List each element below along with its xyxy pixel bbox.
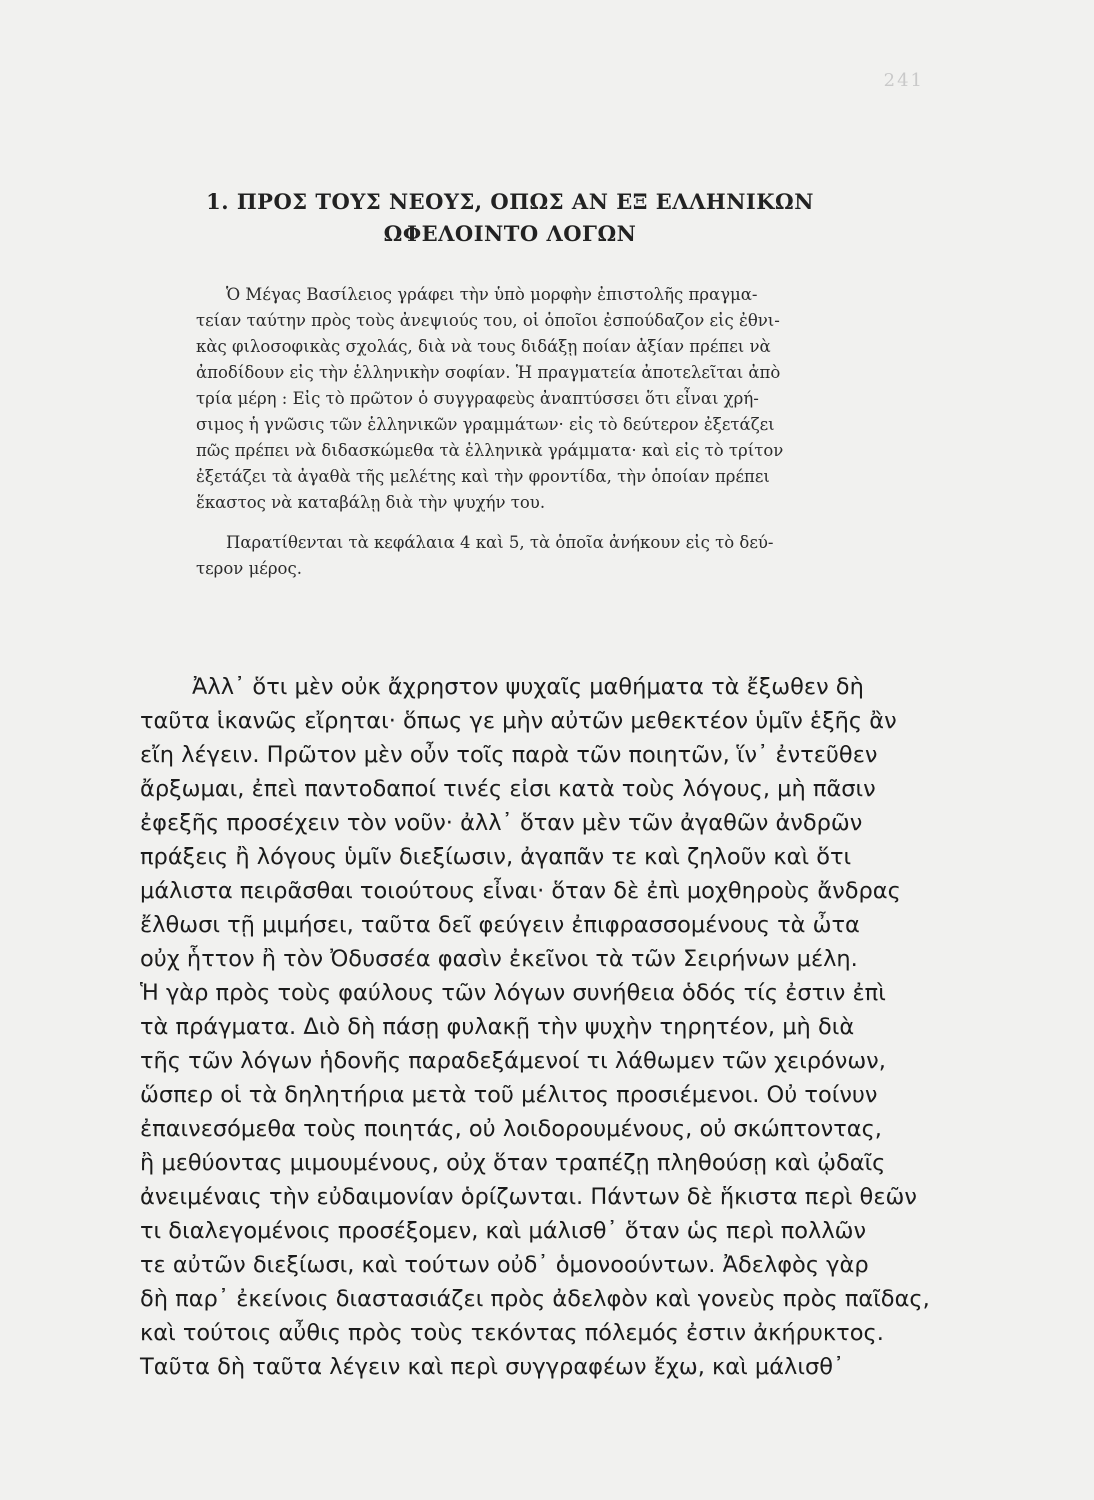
text-line: Ἀλλ᾽ ὅτι μὲν οὐκ ἄχρηστον ψυχαῖς μαθήματα τὰ ἔξωθεν δὴ <box>192 674 864 700</box>
text-line: τε αὐτῶν διεξίωσι, καὶ τούτων οὐδ᾽ ὁμονοούντων. Ἀδελφὸς γὰρ <box>140 1252 869 1278</box>
page-number: 241 <box>883 70 924 91</box>
chapter-title-line: ΩΦΕΛΟΙΝΤΟ ΛΟΓΩΝ <box>383 221 637 246</box>
chapter-title-line: 1. ΠΡΟΣ ΤΟΥΣ ΝΕΟΥΣ, ΟΠΩΣ ΑΝ ΕΞ ΕΛΛΗΝΙΚΩΝ <box>206 189 814 214</box>
intro-line: τρία μέρη : Εἰς τὸ πρῶτον ὁ συγγραφεὺς ἀναπτύσσει ὅτι εἶναι χρή- <box>196 389 759 408</box>
text-line: εἴη λέγειν. Πρῶτον μὲν οὖν τοῖς παρὰ τῶν ποιητῶν, ἵν᾽ ἐντεῦθεν <box>140 742 878 768</box>
intro-line: τερον μέρος. <box>196 559 302 578</box>
text-line: ὥσπερ οἱ τὰ δηλητήρια μετὰ τοῦ μέλιτος προσιέμενοι. Οὐ τοίνυν <box>140 1082 878 1108</box>
text-line: ἀνειμέναις τὴν εὐδαιμονίαν ὁρίζωνται. Πάντων δὲ ἥκιστα περὶ θεῶν <box>140 1184 917 1210</box>
intro-line: ἐξετάζει τὰ ἀγαθὰ τῆς μελέτης καὶ τὴν φροντίδα, τὴν ὁποίαν πρέπει <box>196 467 770 486</box>
text-line: ἐπαινεσόμεθα τοὺς ποιητάς, οὐ λοιδορουμένους, οὐ σκώπτοντας, <box>140 1116 882 1142</box>
intro-line: ἀποδίδουν εἰς τὴν ἑλληνικὴν σοφίαν. Ἡ πραγματεία ἀποτελεῖται ἀπὸ <box>196 363 781 382</box>
intro-line: πῶς πρέπει νὰ διδασκώμεθα τὰ ἑλληνικὰ γράμματα· καὶ εἰς τὸ τρίτον <box>196 441 784 460</box>
text-line: τὰ πράγματα. Διὸ δὴ πάσῃ φυλακῇ τὴν ψυχὴν τηρητέον, μὴ διὰ <box>140 1014 855 1040</box>
text-line: τι διαλεγομένοις προσέξομεν, καὶ μάλισθ᾽ ὅταν ὡς περὶ πολλῶν <box>140 1218 867 1244</box>
intro-line: Παρατίθενται τὰ κεφάλαια 4 καὶ 5, τὰ ὁποῖα ἀνήκουν εἰς τὸ δεύ- <box>226 533 774 552</box>
text-line: ἔλθωσι τῇ μιμήσει, ταῦτα δεῖ φεύγειν ἐπιφρασσομένους τὰ ὦτα <box>140 912 860 938</box>
text-line: Ἡ γὰρ πρὸς τοὺς φαύλους τῶν λόγων συνήθεια ὁδός τίς ἐστιν ἐπὶ <box>140 980 886 1006</box>
text-line: πράξεις ἢ λόγους ὑμῖν διεξίωσιν, ἀγαπᾶν τε καὶ ζηλοῦν καὶ ὅτι <box>140 844 852 870</box>
intro-line: ἕκαστος νὰ καταβάλῃ διὰ τὴν ψυχήν του. <box>196 493 546 512</box>
intro-line: Ὁ Μέγας Βασίλειος γράφει τὴν ὑπὸ μορφὴν ἐπιστολῆς πραγμα- <box>226 285 758 304</box>
text-line: δὴ παρ᾽ ἐκείνοις διαστασιάζει πρὸς ἀδελφὸν καὶ γονεὺς πρὸς παῖδας, <box>140 1286 930 1312</box>
text-line: καὶ τούτοις αὖθις πρὸς τοὺς τεκόντας πόλεμός ἐστιν ἀκήρυκτος. <box>140 1320 884 1346</box>
intro-line: κὰς φιλοσοφικὰς σχολάς, διὰ νὰ τους διδάξῃ ποίαν ἀξίαν πρέπει νὰ <box>196 337 771 356</box>
text-line: μάλιστα πειρᾶσθαι τοιούτους εἶναι· ὅταν δὲ ἐπὶ μοχθηροὺς ἄνδρας <box>140 878 901 904</box>
intro-line: τείαν ταύτην πρὸς τοὺς ἀνεψιούς του, οἱ ὁποῖοι ἐσπούδαζον εἰς ἐθνι- <box>196 311 780 330</box>
text-line: Ταῦτα δὴ ταῦτα λέγειν καὶ περὶ συγγραφέων ἔχω, καὶ μάλισθ᾽ <box>140 1354 845 1380</box>
introduction-note <box>196 282 916 582</box>
text-line: οὐχ ἧττον ἢ τὸν Ὀδυσσέα φασὶν ἐκεῖνοι τὰ τῶν Σειρήνων μέλη. <box>140 946 858 972</box>
intro-line: σιμος ἡ γνῶσις τῶν ἑλληνικῶν γραμμάτων· εἰς τὸ δεύτερον ἐξετάζει <box>196 415 775 434</box>
chapter-title <box>150 186 870 250</box>
text-line: ἢ μεθύοντας μιμουμένους, οὐχ ὅταν τραπέζῃ πληθούσῃ καὶ ᾠδαῖς <box>140 1150 886 1176</box>
text-line: τῆς τῶν λόγων ἡδονῆς παραδεξάμενοί τι λάθωμεν τῶν χειρόνων, <box>140 1048 886 1074</box>
text-line: ἄρξωμαι, ἐπεὶ παντοδαποί τινές εἰσι κατὰ τοὺς λόγους, μὴ πᾶσιν <box>140 776 876 802</box>
text-line: ἐφεξῆς προσέχειν τὸν νοῦν· ἀλλ᾽ ὅταν μὲν τῶν ἀγαθῶν ἀνδρῶν <box>140 810 863 836</box>
ancient-text <box>140 670 930 1384</box>
text-line: ταῦτα ἱκανῶς εἴρηται· ὅπως γε μὴν αὐτῶν μεθεκτέον ὑμῖν ἑξῆς ἂν <box>140 708 897 734</box>
